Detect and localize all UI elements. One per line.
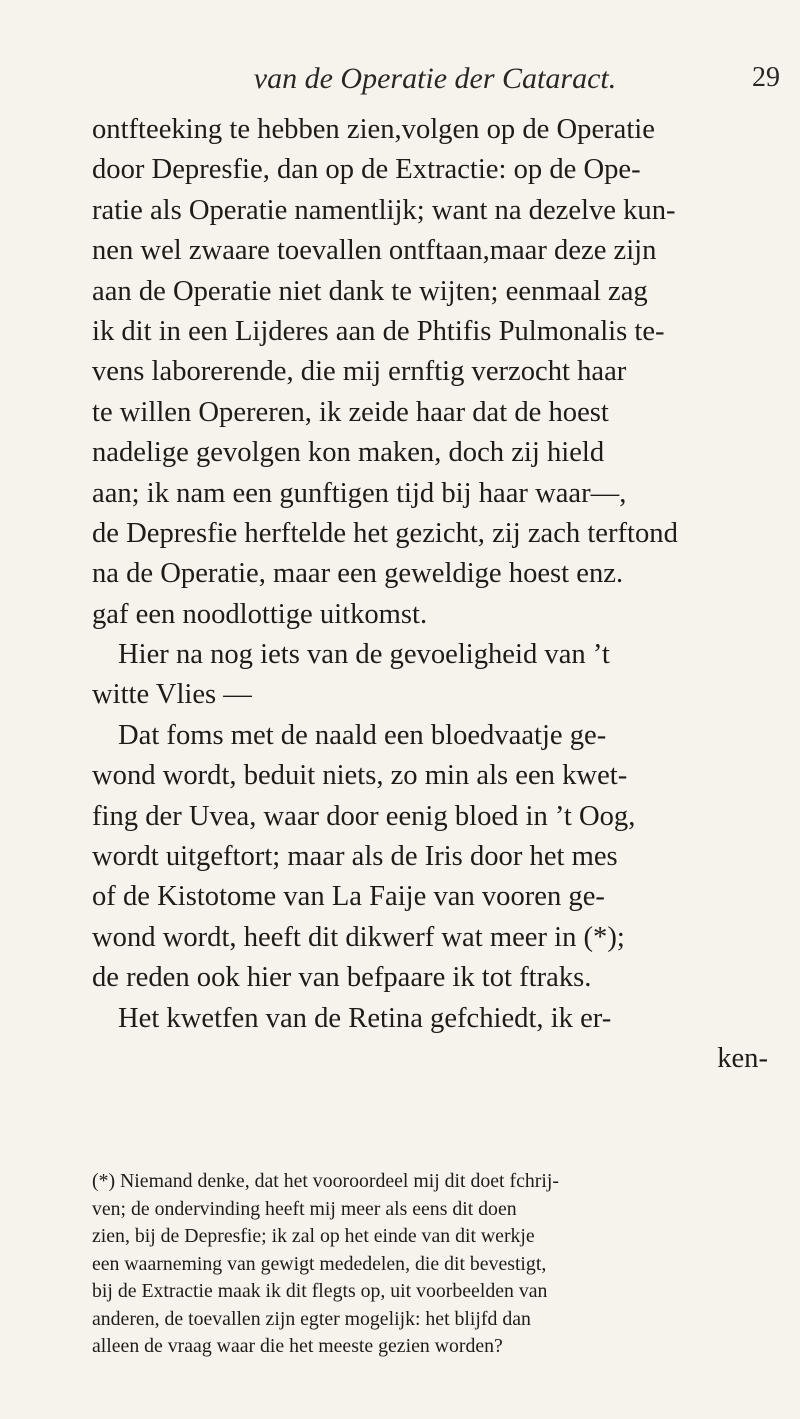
footnote-line: ven; de ondervinding heeft mij meer als eens dit doen [92,1197,517,1220]
text-line: wordt uitgeftort; maar als de Iris door het mes [92,841,618,873]
text-line: wond wordt, heeft dit dikwerf wat meer in (*); [92,921,625,953]
footnote-line: anderen, de toevallen zijn egter mogelijk: het blijfd dan [92,1307,531,1330]
catchword: ken- [717,1042,768,1074]
footnote-line: een waarneming van gewigt mededelen, die dit bevestigt, [92,1252,547,1275]
text-line: fing der Uvea, waar door eenig bloed in ’t Oog, [92,800,636,832]
text-line: witte Vlies — [92,679,252,711]
text-line: Hier na nog iets van de gevoeligheid van ’t [118,639,610,671]
text-line: vens laborerende, die mij ernftig verzocht haar [92,356,627,388]
page-number: 29 [752,62,780,93]
text-line: Dat foms met de naald een bloedvaatje ge- [118,719,607,751]
footnote-line: zien, bij de Depresfie; ik zal op het einde van dit werkje [92,1225,535,1247]
running-title: van de Operatie der Cataract. [253,62,617,95]
text-line: ik dit in een Lijderes aan de Phtifis Pulmonalis te- [92,315,665,347]
text-line: wond wordt, beduit niets, zo min als een kwet- [92,760,628,792]
footnote [92,1168,768,1361]
text-line: nen wel zwaare toevallen ontftaan,maar deze zijn [92,235,657,267]
text-line: aan; ik nam een gunftigen tijd bij haar waar—, [92,477,627,509]
text-line: te willen Opereren, ik zeide haar dat de hoest [92,396,609,428]
text-line: door Depresfie, dan op de Extractie: op de Ope- [92,154,641,186]
text-line: ratie als Operatie namentlijk; want na dezelve kun- [92,194,676,226]
text-line: of de Kistotome van La Faije van vooren ge- [92,881,605,913]
running-header [90,62,780,102]
text-line: de Depresfie herftelde het gezicht, zij zach terftond [92,517,678,549]
text-line: de reden ook hier van befpaare ik tot ftraks. [92,962,592,994]
text-line: nadelige gevolgen kon maken, doch zij hield [92,437,605,469]
text-line: gaf een noodlottige uitkomst. [92,598,428,630]
text-line: aan de Operatie niet dank te wijten; eenmaal zag [92,275,648,307]
text-line: ontfteeking te hebben zien,volgen op de Operatie [92,114,655,145]
text-line: na de Operatie, maar een geweldige hoest enz. [92,558,624,590]
footnote-line: bij de Extractie maak ik dit flegts op, uit voorbeelden van [92,1280,548,1302]
footnote-line: (*) Niemand denke, dat het vooroordeel mij dit doet fchrij- [92,1170,559,1192]
body-text [92,110,768,1079]
text-line: Het kwetfen van de Retina gefchiedt, ik er- [118,1002,612,1034]
footnote-line: alleen de vraag waar die het meeste gezien worden? [92,1335,503,1357]
